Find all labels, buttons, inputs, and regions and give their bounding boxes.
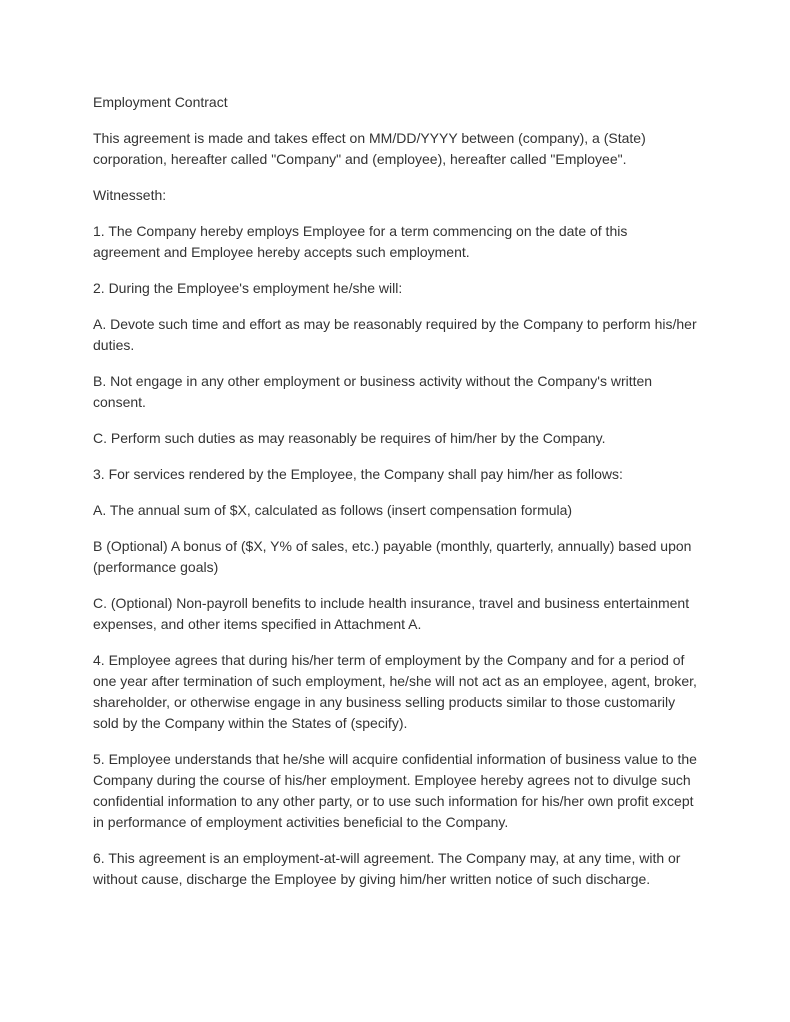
paragraph-clause-2: 2. During the Employee's employment he/she will: xyxy=(93,280,403,296)
paragraph-clause-3a: A. The annual sum of $X, calculated as follows (insert compensation formula) xyxy=(93,502,573,518)
paragraph-clause-3c: C. (Optional) Non-payroll benefits to include health insurance, travel and business entertainment expenses, and other items specified in Attachment A. xyxy=(93,595,690,632)
paragraph-clause-3: 3. For services rendered by the Employee, the Company shall pay him/her as follows: xyxy=(93,466,623,482)
document-title: Employment Contract xyxy=(93,94,228,110)
paragraph-clause-2a: A. Devote such time and effort as may be reasonably required by the Company to perform his/her duties. xyxy=(93,316,697,353)
paragraph-clause-4: 4. Employee agrees that during his/her term of employment by the Company and for a period of one year after termination of such employment, he/she will not act as an employee, agent, broker, shareholder, or otherwise engage in any business selling products similar to those customarily sold by the Company within the States of (specify). xyxy=(93,652,697,731)
paragraph-clause-5: 5. Employee understands that he/she will acquire confidential information of business value to the Company during the course of his/her employment. Employee hereby agrees not to divulge such confidential information to any other party, or to use such information for his/her own profit except in performance of employment activities beneficial to the Company. xyxy=(93,751,697,830)
paragraph-clause-2c: C. Perform such duties as may reasonably be requires of him/her by the Company. xyxy=(93,430,606,446)
paragraph-intro: This agreement is made and takes effect on MM/DD/YYYY between (company), a (State) corporation, hereafter called "Company" and (employee), hereafter called "Employee". xyxy=(93,130,646,167)
paragraph-clause-6: 6. This agreement is an employment-at-will agreement. The Company may, at any time, with or without cause, discharge the Employee by giving him/her written notice of such discharge. xyxy=(93,850,681,887)
paragraph-clause-1: 1. The Company hereby employs Employee for a term commencing on the date of this agreement and Employee hereby accepts such employment. xyxy=(93,223,628,260)
paragraph-clause-3b: B (Optional) A bonus of ($X, Y% of sales, etc.) payable (monthly, quarterly, annually) based upon (performance goals) xyxy=(93,538,692,575)
paragraph-witnesseth: Witnesseth: xyxy=(93,187,167,203)
paragraph-clause-2b: B. Not engage in any other employment or business activity without the Company's written consent. xyxy=(93,373,653,410)
document-content xyxy=(93,92,697,905)
